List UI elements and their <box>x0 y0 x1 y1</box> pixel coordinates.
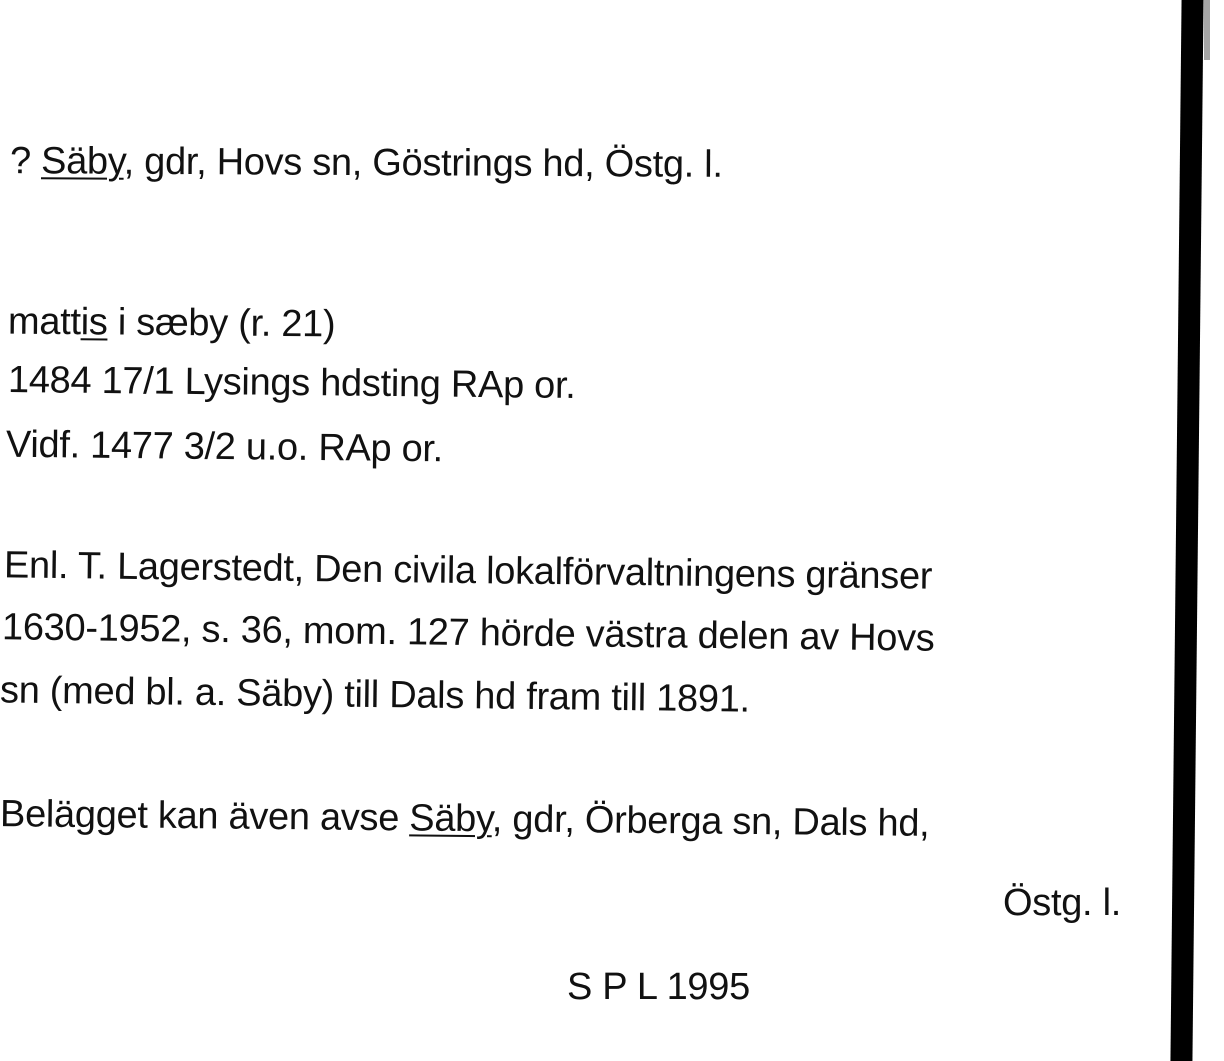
place-name: Säby <box>40 140 124 183</box>
note-line-2: 1630-1952, s. 36, mom. 127 hörde västra delen av Hovs <box>1 606 935 660</box>
attestation-form: mattis i sæby (r. 21) <box>7 300 336 346</box>
entry-heading <box>10 138 723 188</box>
uncertainty-mark: ? <box>9 140 42 183</box>
attestation-source: 1484 17/1 Lysings hdsting RAp or. <box>7 359 576 407</box>
attestation-reference: Vidf. 1477 3/2 u.o. RAp or. <box>5 423 444 471</box>
place-description: , gdr, Hovs sn, Göstrings hd, Östg. l. <box>123 140 723 186</box>
alternative-line-1: Belägget kan även avse Säby, gdr, Örberga sn, Dals hd, <box>0 793 930 845</box>
alternative-place-name: Säby <box>409 797 493 841</box>
expanded-abbreviation: is <box>80 301 108 344</box>
card-edge-shadow <box>1170 0 1203 1061</box>
signature: S P L 1995 <box>567 966 750 1008</box>
alternative-line-2: Östg. l. <box>1003 882 1121 924</box>
scan-artifact <box>1204 0 1210 60</box>
note-line-1: Enl. T. Lagerstedt, Den civila lokalförvaltningens gränser <box>3 544 933 598</box>
note-line-3: sn (med bl. a. Säby) till Dals hd fram till 1891. <box>0 669 751 721</box>
